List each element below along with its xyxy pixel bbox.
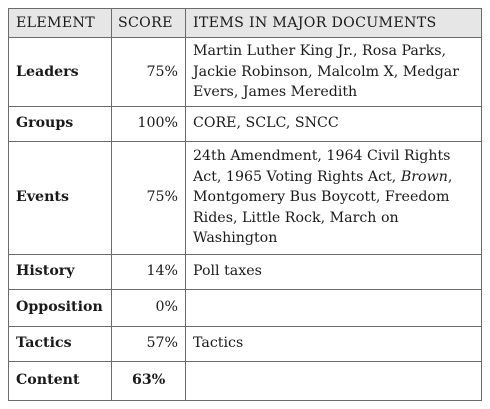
table-row <box>9 289 482 326</box>
table-row <box>9 38 482 107</box>
total-element: Content <box>9 361 112 400</box>
row-score: 0% <box>112 289 186 326</box>
score-table-container <box>8 8 482 401</box>
row-score: 14% <box>112 254 186 289</box>
table-row <box>9 106 482 141</box>
table-body <box>9 38 482 401</box>
header-row <box>9 9 482 38</box>
row-items <box>186 289 482 326</box>
row-items: Martin Luther King Jr., Rosa Parks, Jackie Robinson, Malcolm X, Medgar Evers, James Meredith <box>186 38 482 107</box>
row-score: 75% <box>112 141 186 254</box>
header-items: ITEMS IN MAJOR DOCUMENTS <box>186 9 482 38</box>
row-element: Events <box>9 141 112 254</box>
row-items-part: , Montgomery Bus Boycott, Freedom Rides, Little Rock, March on Washington <box>193 168 453 247</box>
row-items-part: 24th Amendment, 1964 Civil Rights Act, 1965 Voting Rights Act, <box>193 148 451 185</box>
row-score: 75% <box>112 38 186 107</box>
score-table <box>8 8 482 401</box>
total-items <box>186 361 482 400</box>
row-element: Groups <box>9 106 112 141</box>
total-row <box>9 361 482 400</box>
table-row <box>9 326 482 361</box>
table-header <box>9 9 482 38</box>
header-element: ELEMENT <box>9 9 112 38</box>
row-items <box>186 141 482 254</box>
header-score: SCORE <box>112 9 186 38</box>
row-items: Tactics <box>186 326 482 361</box>
row-items: Poll taxes <box>186 254 482 289</box>
row-element: History <box>9 254 112 289</box>
row-items-emphasis: Brown <box>400 168 448 185</box>
row-element: Opposition <box>9 289 112 326</box>
row-score: 57% <box>112 326 186 361</box>
total-score: 63% <box>112 361 186 400</box>
row-element: Tactics <box>9 326 112 361</box>
table-row <box>9 141 482 254</box>
row-items: CORE, SCLC, SNCC <box>186 106 482 141</box>
row-element: Leaders <box>9 38 112 107</box>
row-score: 100% <box>112 106 186 141</box>
table-row <box>9 254 482 289</box>
